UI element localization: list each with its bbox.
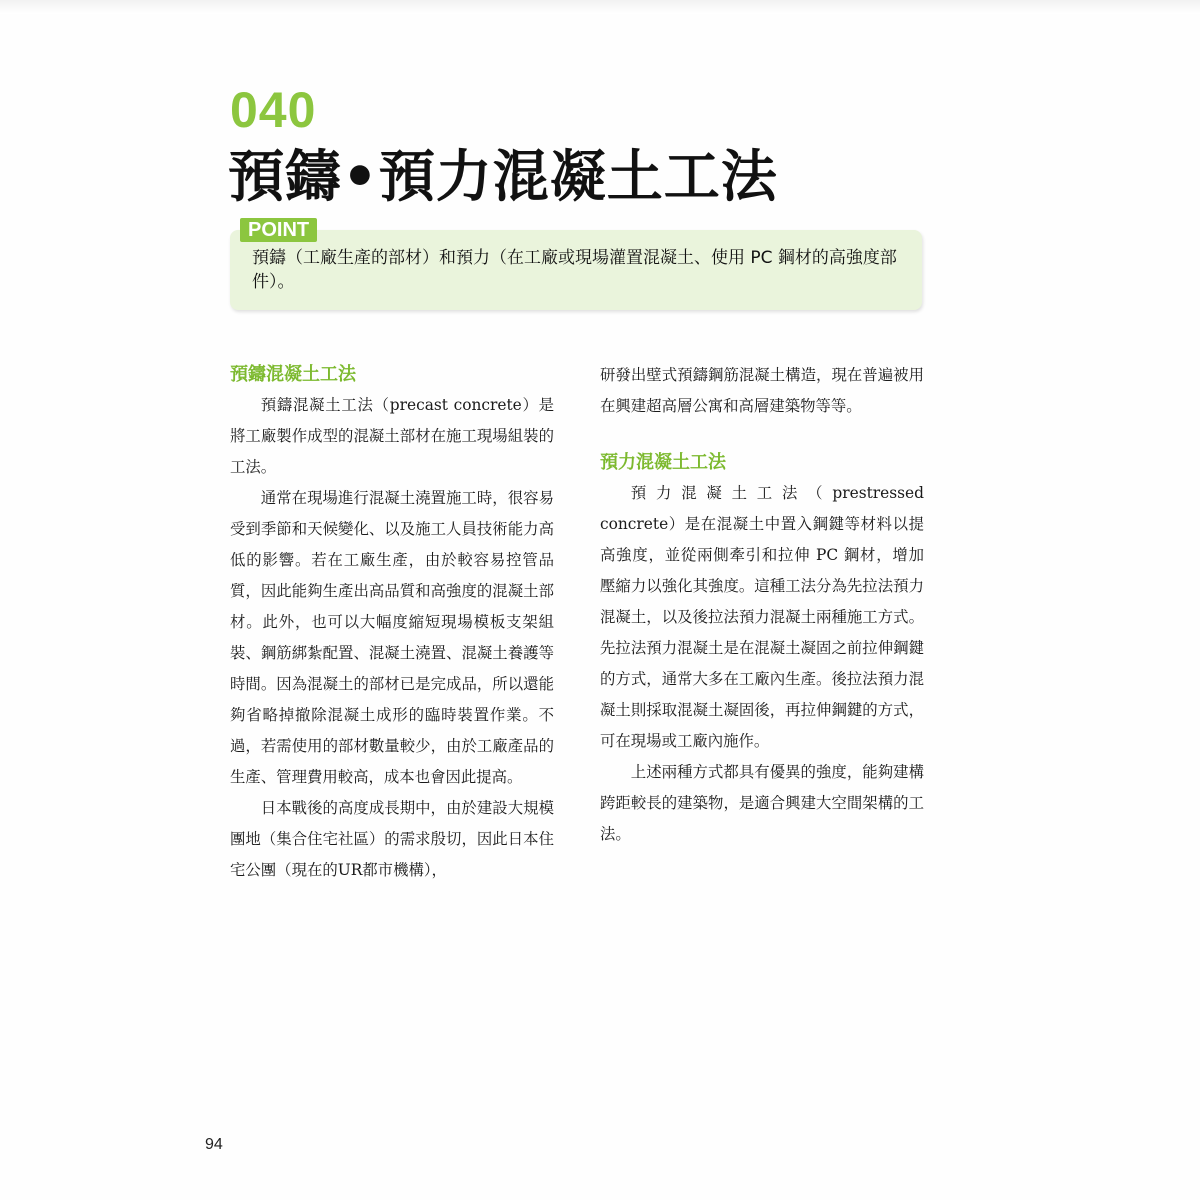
chapter-title: 預鑄•預力混凝土工法 (228, 145, 778, 210)
chapter-number: 040 (230, 82, 317, 138)
section-heading-prestressed: 預力混凝土工法 (600, 452, 726, 473)
paragraph: 日本戰後的高度成長期中，由於建設大規模團地（集合住宅社區）的需求殷切，因此日本住宅公團（現在的UR都市機構）， (230, 799, 554, 879)
point-text: 預鑄（工廠生產的部材）和預力（在工廠或現場灌置混凝土、使用 PC 鋼材的高強度部件）。 (252, 248, 897, 292)
page-number: 94 (205, 1136, 223, 1153)
paragraph-continued: 研發出壁式預鑄鋼筋混凝土構造，現在普遍被用在興建超高層公寓和高層建築物等等。 (600, 366, 924, 415)
point-label: POINT (240, 218, 317, 242)
paragraph: 預力混凝土工法（prestressed concrete）是在混凝土中置入鋼鍵等材料以提高強度，並從兩側牽引和拉伸 PC 鋼材，增加壓縮力以強化其強度。這種工法分為先拉法預力混凝土，以及後拉法預力混凝土兩種施工方式。先拉法預力混凝土是在混凝土凝固之前拉伸鋼鍵的方式，通常大多在工廠內生產。後拉法預力混凝土則採取混凝土凝固後，再拉伸鋼鍵的方式，可在現場或工廠內施作。 (600, 484, 924, 750)
section-gap (600, 422, 924, 448)
point-box (230, 230, 922, 310)
page-top-edge (0, 0, 1200, 14)
paragraph: 通常在現場進行混凝土澆置施工時，很容易受到季節和天候變化、以及施工人員技術能力高低的影響。若在工廠生產，由於較容易控管品質，因此能夠生產出高品質和高強度的混凝土部材。此外，也可以大幅度縮短現場模板支架組裝、鋼筋綁紮配置、混凝土澆置、混凝土養護等時間。因為混凝土的部材已是完成品，所以還能夠省略掉撤除混凝土成形的臨時裝置作業。不過，若需使用的部材數量較少，由於工廠產品的生產、管理費用較高，成本也會因此提高。 (230, 489, 554, 786)
left-column (230, 360, 554, 886)
paragraph: 上述兩種方式都具有優異的強度，能夠建構跨距較長的建築物，是適合興建大空間架構的工法。 (600, 763, 924, 843)
paragraph: 預鑄混凝土工法（precast concrete）是將工廠製作成型的混凝土部材在施工現場組裝的工法。 (230, 396, 554, 476)
right-column (600, 360, 924, 850)
section-heading-precast: 預鑄混凝土工法 (230, 364, 356, 385)
